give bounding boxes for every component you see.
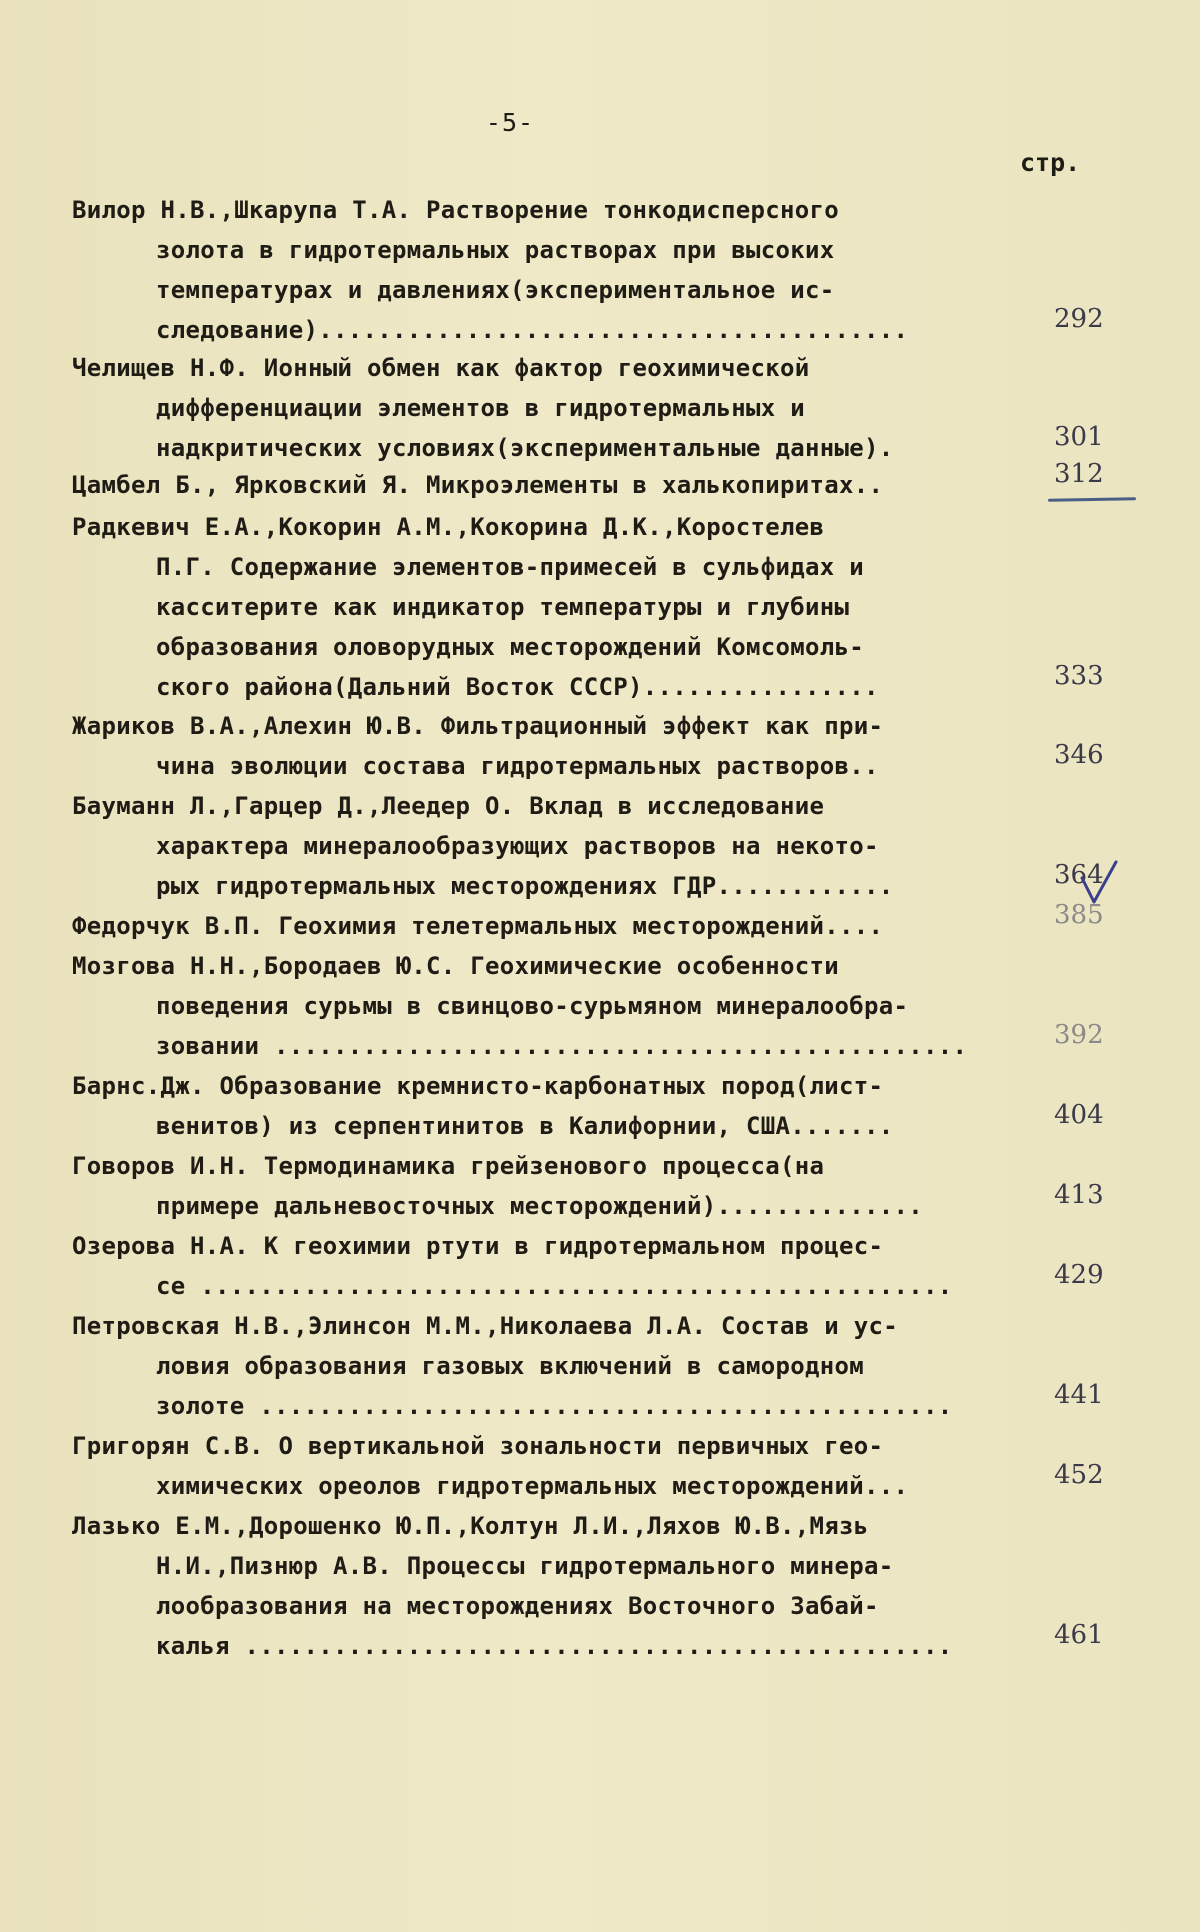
toc-entry-author-line: Вилор Н.В.,Шкарупа Т.А. Растворение тонкодисперсного: [72, 196, 839, 224]
toc-entry-title-line: ского района(Дальний Восток СССР)................: [156, 673, 879, 701]
toc-entry-author-line: Барнс.Дж. Образование кремнисто-карбонатных пород(лист-: [72, 1072, 884, 1100]
toc-entry-title-line: ловия образования газовых включений в самородном: [156, 1352, 864, 1380]
toc-entry-title-line: химических ореолов гидротермальных месторождений...: [156, 1472, 909, 1500]
toc-entry-author-line: Цамбел Б., Ярковский Я. Микроэлементы в халькопиритах..: [72, 471, 884, 499]
toc-entry-title-line: касситерите как индикатор температуры и глубины: [156, 593, 850, 621]
toc-entry-author-line: Лазько Е.М.,Дорошенко Ю.П.,Колтун Л.И.,Ляхов Ю.В.,Мязь: [72, 1512, 869, 1540]
toc-entry: [72, 1066, 1104, 1146]
toc-entry-page-number: 392: [1054, 1020, 1104, 1050]
toc-entry-title-line: золота в гидротермальных растворах при высоких: [156, 236, 835, 264]
toc-entry: [72, 507, 1104, 707]
toc-entry-page-number: 346: [1054, 740, 1104, 770]
toc-entry-page-number: 461: [1054, 1620, 1104, 1650]
handwritten-underline-mark: [1048, 497, 1136, 502]
toc-entry-page-number: 312: [1054, 459, 1104, 489]
toc-entry-title-line: П.Г. Содержание элементов-примесей в сульфидах и: [156, 553, 864, 581]
toc-entry-title-line: надкритических условиях(экспериментальные данные).: [156, 434, 894, 462]
toc-entry-title-line: образования оловорудных месторождений Комсомоль-: [156, 633, 864, 661]
toc-entry: [72, 1146, 1104, 1226]
toc-entry-author-line: Петровская Н.В.,Элинсон М.М.,Николаева Л.А. Состав и ус-: [72, 1312, 898, 1340]
toc-entry-title-line: рых гидротермальных месторождениях ГДР............: [156, 872, 894, 900]
toc-entry-title-line: чина эволюции состава гидротермальных растворов..: [156, 752, 879, 780]
toc-entry-title-line: поведения сурьмы в свинцово-сурьмяном минералообра-: [156, 992, 909, 1020]
toc-entry: [72, 706, 1104, 786]
toc-entry: [72, 459, 1104, 505]
toc-entry-page-number: 385: [1054, 900, 1104, 930]
toc-entry-author-line: Радкевич Е.А.,Кокорин А.М.,Кокорина Д.К.,Коростелев: [72, 513, 825, 541]
toc-entry-author-line: Говоров И.Н. Термодинамика грейзенового процесса(на: [72, 1152, 825, 1180]
toc-entry-title-line: зовании ...............................................: [156, 1032, 968, 1060]
toc-entry: [72, 1506, 1104, 1666]
toc-entry-page-number: 292: [1054, 304, 1104, 334]
toc-entry-author-line: Мозгова Н.Н.,Бородаев Ю.С. Геохимические особенности: [72, 952, 839, 980]
toc-entry-page-number: 404: [1054, 1100, 1104, 1130]
toc-entry-title-line: лообразования на месторождениях Восточного Забай-: [156, 1592, 879, 1620]
toc-entry-author-line: Григорян С.В. О вертикальной зональности первичных гео-: [72, 1432, 884, 1460]
toc-entry-title-line: примере дальневосточных месторождений)..............: [156, 1192, 923, 1220]
toc-entry-page-number: 364: [1054, 860, 1104, 890]
toc-entry-author-line: Озерова Н.А. К геохимии ртути в гидротермальном процес-: [72, 1232, 884, 1260]
toc-entry: [72, 348, 1104, 468]
toc-entry-title-line: Н.И.,Пизнюр А.В. Процессы гидротермального минера-: [156, 1552, 894, 1580]
toc-entry-title-line: температурах и давлениях(экспериментальное ис-: [156, 276, 835, 304]
toc-entry-author-line: Челищев Н.Ф. Ионный обмен как фактор геохимической: [72, 354, 810, 382]
toc-entry-author-line: Бауманн Л.,Гарцер Д.,Леедер О. Вклад в исследование: [72, 792, 825, 820]
toc-entry: [72, 946, 1104, 1066]
toc-entry-title-line: венитов) из серпентинитов в Калифорнии, США.......: [156, 1112, 894, 1140]
toc-entry: [72, 1306, 1104, 1426]
toc-entry-title-line: дифференциации элементов в гидротермальных и: [156, 394, 805, 422]
toc-entry-page-number: 333: [1054, 661, 1104, 691]
page-number: -5-: [485, 108, 535, 137]
toc-entry-page-number: 429: [1054, 1260, 1104, 1290]
page-column-header: стр.: [1020, 148, 1081, 177]
toc-entry-author-line: Жариков В.А.,Алехин Ю.В. Фильтрационный эффект как при-: [72, 712, 884, 740]
toc-entry-page-number: 452: [1054, 1460, 1104, 1490]
toc-entry-title-line: калья ................................................: [156, 1632, 953, 1660]
toc-entry-author-line: Федорчук В.П. Геохимия телетермальных месторождений....: [72, 912, 884, 940]
toc-entry: [72, 1426, 1104, 1506]
toc-entry: [72, 190, 1104, 350]
toc-entry-title-line: се ...................................................: [156, 1272, 953, 1300]
toc-entry-title-line: характера минералообразующих растворов на некото-: [156, 832, 879, 860]
toc-entry-title-line: следование)........................................: [156, 316, 909, 344]
toc-entry-page-number: 301: [1054, 422, 1104, 452]
handwritten-checkmark-icon: [1080, 860, 1120, 906]
toc-entry: [72, 900, 1104, 946]
toc-entry-page-number: 441: [1054, 1380, 1104, 1410]
toc-entry-page-number: 413: [1054, 1180, 1104, 1210]
toc-entry: [72, 786, 1104, 906]
toc-entry: [72, 1226, 1104, 1306]
toc-entry-title-line: золоте ...............................................: [156, 1392, 953, 1420]
